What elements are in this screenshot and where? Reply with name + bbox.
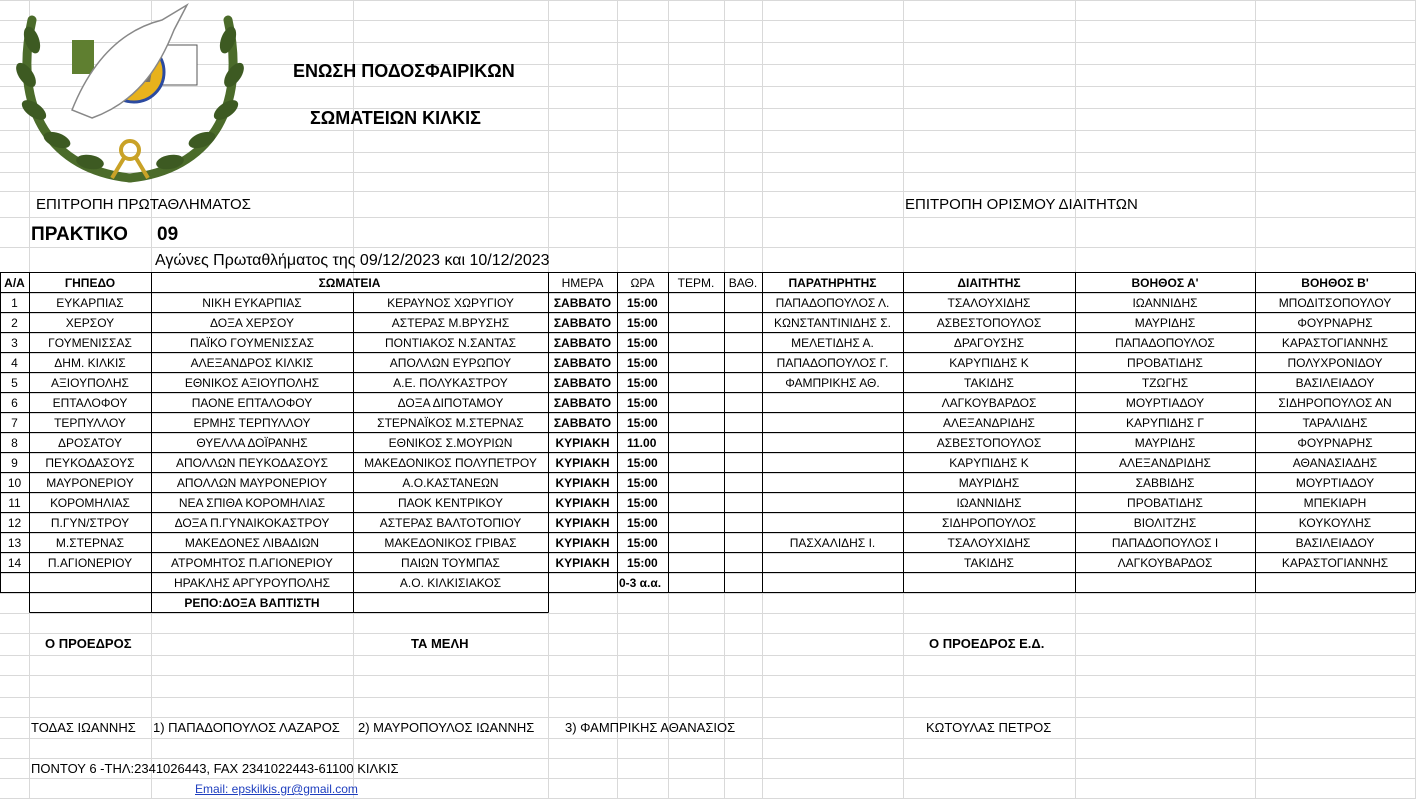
cell-asst-b: ΚΑΡΑΣΤΟΓΙΑΝΝΗΣ [1281,556,1389,570]
cell-away: ΔΟΞΑ ΔΙΠΟΤΑΜΟΥ [397,396,504,410]
bye-team: ΡΕΠΟ:ΔΟΞΑ ΒΑΠΤΙΣΤΗ [184,596,320,610]
cell-day: ΣΑΒΒΑΤΟ [553,396,612,410]
cell-ground: Μ.ΣΤΕΡΝΑΣ [55,536,125,550]
cell-time: 15:00 [627,396,658,410]
cell-home: ΠΑΟΝΕ ΕΠΤΑΛΟΦΟΥ [191,396,313,410]
cell-time: 15:00 [627,296,658,310]
cell-observer: ΠΑΠΑΔΟΠΟΥΛΟΣ Γ. [776,356,889,370]
cell-referee: ΣΙΔΗΡΟΠΟΥΛΟΣ [941,516,1036,530]
cell-asst-b: ΣΙΔΗΡΟΠΟΥΛΟΣ ΑΝ [1278,396,1392,410]
cell-asst-b: ΤΑΡΑΛΙΔΗΣ [1302,416,1368,430]
cell-referee: ΔΡΑΓΟΥΣΗΣ [953,336,1025,350]
cell-home: ΝΙΚΗ ΕΥΚΑΡΠΙΑΣ [202,296,302,310]
cell-asst-a: ΠΑΠΑΔΟΠΟΥΛΟΣ Ι [1111,536,1219,550]
cell-asst-b: ΚΑΡΑΣΤΟΓΙΑΝΝΗΣ [1281,336,1389,350]
cell-away: Α.Ο.ΚΑΣΤΑΝΕΩΝ [402,476,499,490]
cell-asst-a: ΒΙΟΛΙΤΖΗΣ [1133,516,1197,530]
cell-time: 15:00 [627,316,658,330]
col-term: ΤΕΡΜ. [677,276,715,290]
col-clubs: ΣΩΜΑΤΕΙΑ [318,276,381,290]
president-name: ΤΟΔΑΣ ΙΩΑΝΝΗΣ [31,720,136,735]
matchday-subtitle: Αγώνες Πρωταθλήματος της 09/12/2023 και 10/12/2023 [155,252,550,269]
cell-home: ΝΕΑ ΣΠΙΘΑ ΚΟΡΟΜΗΛΙΑΣ [178,496,326,510]
cell-n: 12 [7,516,22,530]
cell-day: ΚΥΡΙΑΚΗ [555,456,610,470]
ref-president-label: Ο ΠΡΟΕΔΡΟΣ Ε.Δ. [929,636,1045,651]
cell-n: 13 [7,536,22,550]
cell-home: ΑΠΟΛΛΩΝ ΜΑΥΡΟΝΕΡΙΟΥ [176,476,328,490]
cell-observer: ΠΑΣΧΑΛΙΔΗΣ Ι. [789,536,876,550]
cell-day: ΚΥΡΙΑΚΗ [555,436,610,450]
cell-n: 10 [7,476,22,490]
cell-n: 6 [11,396,18,410]
cell-day: ΣΑΒΒΑΤΟ [553,376,612,390]
email-link[interactable]: Email: epskilkis.gr@gmail.com [195,782,358,796]
cell-away: ΑΣΤΕΡΑΣ Μ.ΒΡΥΣΗΣ [391,316,510,330]
cell-time: 15:00 [627,456,658,470]
cell-ground: ΕΥΚΑΡΠΙΑΣ [56,296,124,310]
org-title-line1: ΕΝΩΣΗ ΠΟΔΟΣΦΑΙΡΙΚΩΝ [293,61,515,81]
cell-asst-a: ΤΖΩΓΗΣ [1141,376,1189,390]
cell-away: ΚΕΡΑΥΝΟΣ ΧΩΡΥΓΙΟΥ [387,296,514,310]
cell-referee: ΑΣΒΕΣΤΟΠΟΥΛΟΣ [936,316,1042,330]
record-label: ΠΡΑΚΤΙΚΟ [31,224,128,245]
cell-asst-b: ΚΟΥΚΟΥΛΗΣ [1298,516,1372,530]
cell-asst-a: ΠΑΠΑΔΟΠΟΥΛΟΣ [1115,336,1215,350]
cell-ground: ΧΕΡΣΟΥ [65,316,115,330]
cell-asst-b: ΜΠΟΔΙΤΣΟΠΟΥΛΟΥ [1278,296,1392,310]
cell-ground: ΠΕΥΚΟΔΑΣΟΥΣ [45,456,135,470]
cell-asst-b: ΜΠΕΚΙΑΡΗ [1303,496,1367,510]
cell-asst-a: ΠΡΟΒΑΤΙΔΗΣ [1127,496,1203,510]
federation-logo [12,0,250,190]
cell-away: ΠΟΝΤΙΑΚΟΣ Ν.ΣΑΝΤΑΣ [384,336,516,350]
cell-away: ΕΘΝΙΚΟΣ Σ.ΜΟΥΡΙΩΝ [388,436,513,450]
footer-address: ΠΟΝΤΟΥ 6 -ΤΗΛ:2341026443, FAX 2341022443-61100 ΚΙΛΚΙΣ [31,761,399,776]
cell-away: ΜΑΚΕΔΟΝΙΚΟΣ ΠΟΛΥΠΕΤΡΟΥ [364,456,537,470]
cell-home: ΕΡΜΗΣ ΤΕΡΠΥΛΛΟΥ [193,416,311,430]
cell-referee: ΜΑΥΡΙΔΗΣ [958,476,1020,490]
col-grade: ΒΑΘ. [728,276,758,290]
cell-time: 15:00 [627,536,658,550]
cell-home: ΜΑΚΕΔΟΝΕΣ ΛΙΒΑΔΙΩΝ [184,536,320,550]
cell-ground: ΚΟΡΟΜΗΛΙΑΣ [50,496,130,510]
cell-time: 15:00 [627,496,658,510]
committee-left: ΕΠΙΤΡΟΠΗ ΠΡΩΤΑΘΛΗΜΑΤΟΣ [36,196,251,213]
cell-day: ΚΥΡΙΑΚΗ [555,536,610,550]
org-title-line2: ΣΩΜΑΤΕΙΩΝ ΚΙΛΚΙΣ [310,108,481,128]
cell-ground: ΓΟΥΜΕΝΙΣΣΑΣ [48,336,132,350]
cell-time: 15:00 [627,336,658,350]
col-aa: Α/Α [4,276,25,290]
cell-referee: ΙΩΑΝΝΙΔΗΣ [956,496,1022,510]
cell-time: 15:00 [627,416,658,430]
col-time: ΩΡΑ [630,276,655,290]
col-day: ΗΜΕΡΑ [561,276,604,290]
col-ground: ΓΗΠΕΔΟ [64,276,116,290]
col-referee: ΔΙΑΙΤΗΤΗΣ [957,276,1021,290]
extra-match-home: ΗΡΑΚΛΗΣ ΑΡΓΥΡΟΥΠΟΛΗΣ [173,576,331,590]
cell-away: ΑΣΤΕΡΑΣ ΒΑΛΤΟΤΟΠΙΟΥ [379,516,522,530]
cell-n: 5 [11,376,18,390]
cell-ground: ΑΞΙΟΥΠΟΛΗΣ [51,376,129,390]
cell-referee: ΚΑΡΥΠΙΔΗΣ Κ [949,456,1029,470]
cell-away: Α.Ε. ΠΟΛΥΚΑΣΤΡΟΥ [393,376,508,390]
cell-day: ΚΥΡΙΑΚΗ [555,476,610,490]
cell-asst-a: ΣΑΒΒΙΔΗΣ [1135,476,1195,490]
cell-day: ΣΑΒΒΑΤΟ [553,296,612,310]
cell-time: 11.00 [627,436,657,450]
cell-n: 7 [11,416,18,430]
cell-asst-a: ΙΩΑΝΝΙΔΗΣ [1132,296,1198,310]
cell-ground: Π.ΓΥΝ/ΣΤΡΟΥ [50,516,130,530]
cell-n: 2 [11,316,18,330]
committee-right: ΕΠΙΤΡΟΠΗ ΟΡΙΣΜΟΥ ΔΙΑΙΤΗΤΩΝ [905,196,1138,213]
cell-ground: Π.ΑΓΙΟΝΕΡΙΟΥ [47,556,133,570]
cell-day: ΚΥΡΙΑΚΗ [555,496,610,510]
cell-away: ΠΑΟΚ ΚΕΝΤΡΙΚΟΥ [397,496,504,510]
members-label: ΤΑ ΜΕΛΗ [411,636,469,651]
cell-n: 9 [11,456,18,470]
cell-time: 15:00 [627,376,658,390]
cell-day: ΣΑΒΒΑΤΟ [553,316,612,330]
cell-observer: ΜΕΛΕΤΙΔΗΣ Α. [791,336,874,350]
cell-asst-b: ΦΟΥΡΝΑΡΗΣ [1297,316,1373,330]
cell-referee: ΤΣΑΛΟΥΧΙΔΗΣ [947,536,1031,550]
cell-home: ΠΑΪΚΟ ΓΟΥΜΕΝΙΣΣΑΣ [189,336,315,350]
cell-home: ΕΘΝΙΚΟΣ ΑΞΙΟΥΠΟΛΗΣ [184,376,320,390]
cell-ground: ΤΕΡΠΥΛΛΟΥ [54,416,126,430]
cell-time: 15:00 [627,516,658,530]
cell-referee: ΑΣΒΕΣΤΟΠΟΥΛΟΣ [936,436,1042,450]
cell-asst-b: ΒΑΣΙΛΕΙΑΔΟΥ [1295,536,1375,550]
cell-asst-b: ΦΟΥΡΝΑΡΗΣ [1297,436,1373,450]
cell-day: ΣΑΒΒΑΤΟ [553,416,612,430]
cell-referee: ΚΑΡΥΠΙΔΗΣ Κ [949,356,1029,370]
cell-asst-a: ΠΡΟΒΑΤΙΔΗΣ [1127,356,1203,370]
cell-day: ΣΑΒΒΑΤΟ [553,336,612,350]
cell-observer: ΦΑΜΠΡΙΚΗΣ ΑΘ. [785,376,880,390]
cell-asst-a: ΜΑΥΡΙΔΗΣ [1134,436,1196,450]
member-1: 1) ΠΑΠΑΔΟΠΟΥΛΟΣ ΛΑΖΑΡΟΣ [153,720,340,735]
cell-home: ΑΛΕΞΑΝΔΡΟΣ ΚΙΛΚΙΣ [190,356,314,370]
cell-time: 15:00 [627,476,658,490]
cell-referee: ΤΑΚΙΔΗΣ [964,376,1014,390]
cell-referee: ΛΑΓΚΟΥΒΑΡΔΟΣ [941,396,1037,410]
cell-time: 15:00 [627,356,658,370]
cell-away: ΠΑΙΩΝ ΤΟΥΜΠΑΣ [401,556,500,570]
cell-ground: ΜΑΥΡΟΝΕΡΙΟΥ [46,476,134,490]
cell-asst-a: ΚΑΡΥΠΙΔΗΣ Γ [1125,416,1205,430]
president-label: Ο ΠΡΟΕΔΡΟΣ [45,636,132,651]
cell-asst-b: ΒΑΣΙΛΕΙΑΔΟΥ [1295,376,1375,390]
col-assistant-a: ΒΟΗΘΟΣ Α' [1131,276,1199,290]
cell-day: ΚΥΡΙΑΚΗ [555,516,610,530]
member-3: 3) ΦΑΜΠΡΙΚΗΣ ΑΘΑΝΑΣΙΟΣ [565,720,736,735]
cell-n: 11 [8,496,21,510]
cell-asst-a: ΛΑΓΚΟΥΒΑΡΔΟΣ [1117,556,1213,570]
cell-observer: ΠΑΠΑΔΟΠΟΥΛΟΣ Λ. [775,296,890,310]
ref-president-name: ΚΩΤΟΥΛΑΣ ΠΕΤΡΟΣ [926,720,1052,735]
cell-n: 1 [11,296,18,310]
cell-asst-b: ΜΟΥΡΤΙΑΔΟΥ [1295,476,1375,490]
cell-observer: ΚΩΝΣΤΑΝΤΙΝΙΔΗΣ Σ. [773,316,892,330]
cell-home: ΑΠΟΛΛΩΝ ΠΕΥΚΟΔΑΣΟΥΣ [176,456,328,470]
cell-asst-a: ΜΑΥΡΙΔΗΣ [1134,316,1196,330]
cell-n: 4 [11,356,18,370]
cell-home: ΔΟΞΑ ΧΕΡΣΟΥ [210,316,294,330]
extra-match-result: 0-3 α.α. [619,576,662,590]
cell-n: 14 [7,556,22,570]
cell-ground: ΕΠΤΑΛΟΦΟΥ [52,396,128,410]
cell-time: 15:00 [627,556,658,570]
cell-n: 8 [11,436,18,450]
cell-asst-b: ΑΘΑΝΑΣΙΑΔΗΣ [1292,456,1378,470]
cell-referee: ΤΑΚΙΔΗΣ [964,556,1014,570]
member-2: 2) ΜΑΥΡΟΠΟΥΛΟΣ ΙΩΑΝΝΗΣ [358,720,535,735]
cell-asst-a: ΜΟΥΡΤΙΑΔΟΥ [1125,396,1205,410]
cell-asst-a: ΑΛΕΞΑΝΔΡΙΔΗΣ [1119,456,1211,470]
cell-away: ΜΑΚΕΔΟΝΙΚΟΣ ΓΡΙΒΑΣ [384,536,517,550]
record-number: 09 [157,224,179,245]
cell-ground: ΔΡΟΣΑΤΟΥ [58,436,122,450]
cell-home: ΔΟΞΑ Π.ΓΥΝΑΙΚΟΚΑΣΤΡΟΥ [174,516,330,530]
cell-referee: ΑΛΕΞΑΝΔΡΙΔΗΣ [943,416,1035,430]
cell-n: 3 [11,336,18,350]
cell-asst-b: ΠΟΛΥΧΡΟΝΙΔΟΥ [1287,356,1383,370]
extra-match-away: Α.Ο. ΚΙΛΚΙΣΙΑΚΟΣ [399,576,502,590]
col-assistant-b: ΒΟΗΘΟΣ Β' [1301,276,1369,290]
cell-away: ΑΠΟΛΛΩΝ ΕΥΡΩΠΟΥ [389,356,512,370]
cell-ground: ΔΗΜ. ΚΙΛΚΙΣ [54,356,126,370]
cell-day: ΚΥΡΙΑΚΗ [555,556,610,570]
cell-home: ΑΤΡΟΜΗΤΟΣ Π.ΑΓΙΟΝΕΡΙΟΥ [171,556,333,570]
cell-referee: ΤΣΑΛΟΥΧΙΔΗΣ [947,296,1031,310]
cell-away: ΣΤΕΡΝΑΪΚΟΣ Μ.ΣΤΕΡΝΑΣ [377,416,524,430]
cell-day: ΣΑΒΒΑΤΟ [553,356,612,370]
cell-home: ΘΥΕΛΛΑ ΔΟΪΡΑΝΗΣ [196,436,308,450]
col-observer: ΠΑΡΑΤΗΡΗΤΗΣ [788,276,877,290]
